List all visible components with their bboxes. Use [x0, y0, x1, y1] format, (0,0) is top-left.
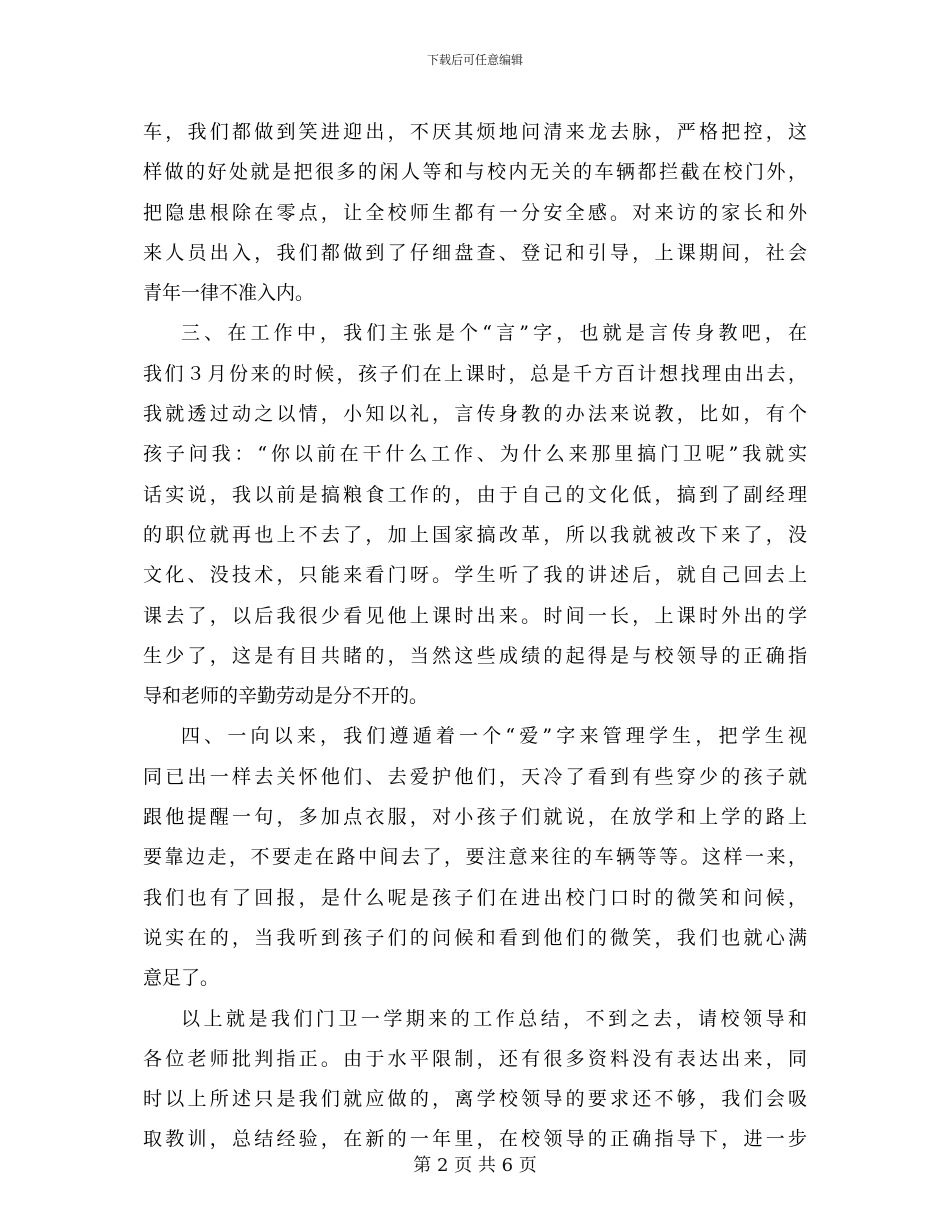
text-line: 生少了，这是有目共睹的，当然这些成绩的起得是与校领导的正确指 — [143, 644, 807, 667]
text-line: 我们也有了回报，是什么呢是孩子们在进出校门口时的微笑和问候， — [143, 886, 807, 909]
text-line: 各位老师批判指正。由于水平限制，还有很多资料没有表达出来，同 — [143, 1047, 807, 1070]
text-line: 孩子问我：“你以前在干什么工作、为什么来那里搞门卫呢”我就实 — [143, 443, 807, 466]
document-body — [143, 112, 807, 1160]
text-line: 说实在的，当我听到孩子们的问候和看到他们的微笑，我们也就心满 — [143, 926, 807, 949]
paragraph-first-line: 四、一向以来，我们遵遁着一个“爱”字来管理学生，把学生视 — [181, 725, 807, 748]
text-line: 车，我们都做到笑进迎出，不厌其烦地问清来龙去脉，严格把控，这 — [143, 121, 807, 143]
page-number-footer: 第 2 页 共 6 页 — [413, 1155, 537, 1176]
paragraph-end-line: 导和老师的辛勤劳动是分不开的。 — [143, 685, 429, 708]
text-line: 我们３月份来的时候，孩子们在上课时，总是千方百计想找理由出去， — [143, 362, 807, 385]
text-line: 来人员出入，我们都做到了仔细盘查、登记和引导，上课期间，社会 — [143, 241, 807, 264]
paragraph-end-line: 意足了。 — [143, 967, 220, 990]
text-line: 时以上所述只是我们就应做的，离学校领导的要求还不够，我们会吸 — [143, 1088, 807, 1111]
page-header: 下载后可任意编辑 — [426, 53, 523, 67]
paragraph-first-line: 以上就是我们门卫一学期来的工作总结，不到之去，请校领导和 — [181, 1007, 807, 1030]
text-line: 样做的好处就是把很多的闲人等和与校内无关的车辆都拦截在校门外， — [143, 161, 807, 184]
text-line: 课去了，以后我很少看见他上课时出来。时间一长，上课时外出的学 — [143, 604, 807, 627]
text-line: 的职位就再也上不去了，加上国家搞改革，所以我就被改下来了，没 — [143, 523, 807, 546]
text-line: 跟他提醒一句，多加点衣服，对小孩子们就说，在放学和上学的路上 — [143, 806, 807, 829]
paragraph-first-line: 三、在工作中，我们主张是个“言”字，也就是言传身教吧，在 — [181, 322, 807, 345]
text-line: 要靠边走，不要走在路中间去了，要注意来往的车辆等等。这样一来， — [143, 846, 807, 869]
text-line: 我就透过动之以情，小知以礼，言传身教的办法来说教，比如，有个 — [143, 403, 807, 426]
text-line: 取教训，总结经验，在新的一年里，在校领导的正确指导下，进一步 — [143, 1128, 807, 1151]
paragraph-end-line: 青年一律不准入内。 — [143, 282, 315, 305]
text-line: 同已出一样去关怀他们、去爱护他们，天冷了看到有些穿少的孩子就 — [143, 765, 807, 788]
text-line: 把隐患根除在零点，让全校师生都有一分安全感。对来访的家长和外 — [143, 201, 807, 224]
text-line: 文化、没技术，只能来看门呀。学生听了我的讲述后，就自己回去上 — [143, 564, 807, 587]
text-line: 话实说，我以前是搞粮食工作的，由于自己的文化低，搞到了副经理 — [143, 483, 807, 506]
